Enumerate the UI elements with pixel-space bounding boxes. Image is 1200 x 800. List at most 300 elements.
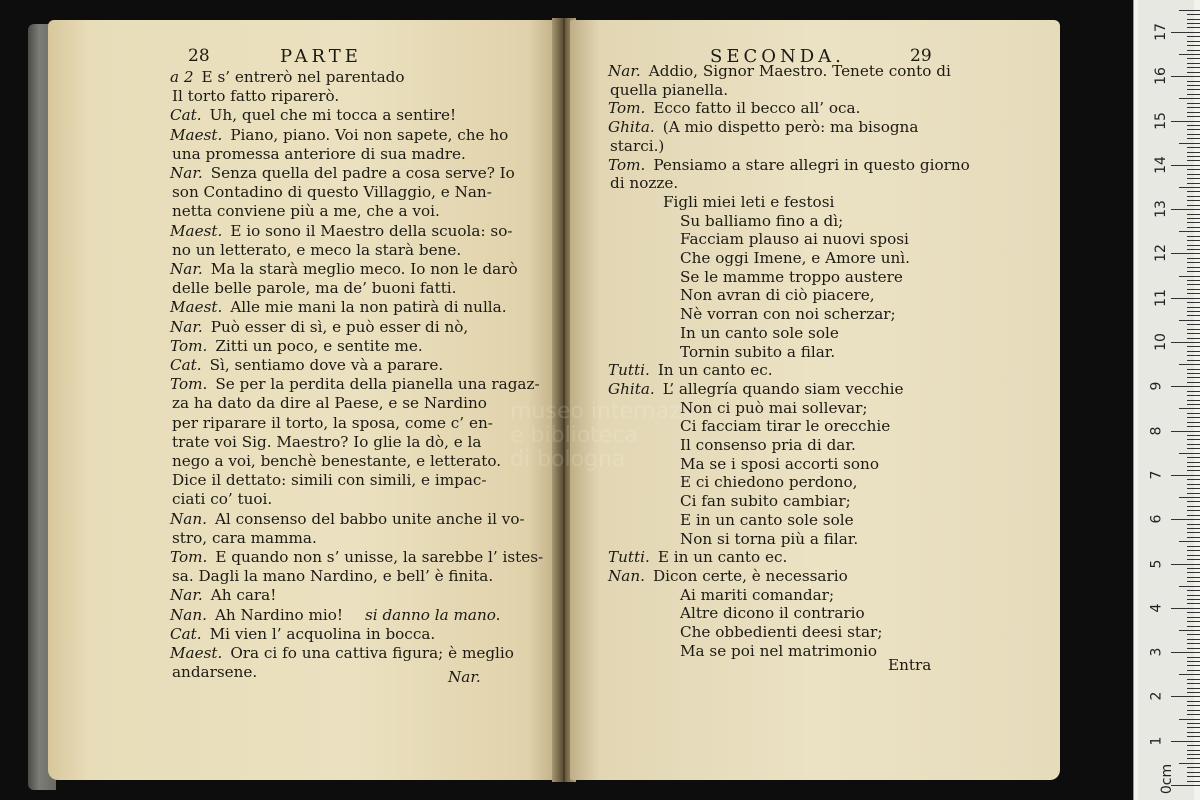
left-text-line xyxy=(172,202,440,220)
left-text-line xyxy=(170,298,507,316)
ruler-label: 3 xyxy=(1148,647,1165,657)
ruler-tick xyxy=(1187,688,1200,689)
ruler-tick xyxy=(1187,493,1200,494)
ruler-label: 11 xyxy=(1152,288,1169,307)
speaker-label: Maest. xyxy=(170,221,223,240)
ruler-tick xyxy=(1187,479,1200,480)
line-text: nego a voi, benchè benestante, e letterato. xyxy=(172,452,502,470)
line-text: Pensiamo a stare allegri in questo giorno xyxy=(653,155,970,174)
ruler-tick xyxy=(1187,670,1200,671)
ruler-tick xyxy=(1171,475,1200,476)
line-text: Se le mamme troppo austere xyxy=(680,267,903,286)
ruler-tick xyxy=(1171,431,1200,432)
ruler-tick xyxy=(1187,258,1200,259)
line-text: Addio, Signor Maestro. Tenete conto di xyxy=(648,62,951,80)
ruler-tick xyxy=(1187,572,1200,573)
ruler-tick xyxy=(1171,32,1200,33)
ruler-tick xyxy=(1187,222,1200,223)
line-text: Piano, piano. Voi non sapete, che ho xyxy=(230,125,509,144)
ruler-tick xyxy=(1187,125,1200,126)
ruler-tick xyxy=(1187,581,1200,582)
ruler-tick xyxy=(1187,58,1200,59)
speaker-label: Nan. xyxy=(170,605,207,624)
ruler-tick xyxy=(1187,692,1200,693)
ruler-tick xyxy=(1171,121,1200,122)
left-text-line xyxy=(170,318,468,336)
ruler-tick xyxy=(1187,156,1200,157)
ruler-tick xyxy=(1179,408,1200,409)
ruler-tick xyxy=(1179,276,1200,277)
speaker-label: Nar. xyxy=(170,260,203,278)
right-page-number: 29 xyxy=(910,46,932,66)
ruler-tick xyxy=(1187,661,1200,662)
left-text-line xyxy=(172,490,272,508)
ruler-tick xyxy=(1187,648,1200,649)
left-text-line xyxy=(170,164,515,182)
ruler-tick xyxy=(1171,209,1200,210)
left-text-line xyxy=(170,606,500,624)
line-text: Il consenso pria di dar. xyxy=(680,436,856,454)
ruler-tick xyxy=(1187,705,1200,706)
right-text-line xyxy=(680,212,843,230)
right-text-line xyxy=(680,492,851,510)
ruler-label: 16 xyxy=(1152,67,1169,86)
right-text-line xyxy=(680,530,858,548)
right-text-line xyxy=(680,436,856,454)
left-text-line xyxy=(172,279,457,297)
left-text-line xyxy=(170,337,423,355)
ruler-tick xyxy=(1187,249,1200,250)
ruler-tick xyxy=(1187,391,1200,392)
left-text-line xyxy=(170,222,512,240)
ruler-tick xyxy=(1187,400,1200,401)
ruler-tick xyxy=(1171,165,1200,166)
ruler-tick xyxy=(1187,612,1200,613)
ruler-tick xyxy=(1179,541,1200,542)
ruler-tick xyxy=(1187,767,1200,768)
left-text-line xyxy=(172,529,317,547)
ruler-tick xyxy=(1187,205,1200,206)
ruler-label: 2 xyxy=(1148,691,1165,701)
line-text: E s’ entrerò nel parentado xyxy=(201,68,405,86)
ruler-tick xyxy=(1187,537,1200,538)
ruler-label: 1 xyxy=(1148,736,1165,746)
ruler-tick xyxy=(1187,174,1200,175)
ruler-label: 14 xyxy=(1152,155,1169,174)
ruler-tick xyxy=(1187,546,1200,547)
ruler-tick xyxy=(1187,67,1200,68)
ruler-tick xyxy=(1187,360,1200,361)
line-text: di nozze. xyxy=(610,174,679,193)
ruler-tick xyxy=(1171,298,1200,299)
right-text-line xyxy=(680,604,865,622)
right-text-line xyxy=(608,567,848,585)
ruler-tick xyxy=(1187,736,1200,737)
line-text: E io sono il Maestro della scuola: so- xyxy=(230,221,513,240)
line-text: E ci chiedono perdono, xyxy=(680,473,858,492)
ruler-tick xyxy=(1187,311,1200,312)
ruler-tick xyxy=(1187,369,1200,370)
ruler-tick xyxy=(1187,515,1200,516)
ruler-tick xyxy=(1187,501,1200,502)
speaker-label: Ghita. xyxy=(608,118,655,137)
right-text-line xyxy=(680,230,909,248)
ruler-tick xyxy=(1187,63,1200,64)
line-text: Non avran di ciò piacere, xyxy=(680,286,875,305)
ruler-tick xyxy=(1187,422,1200,423)
ruler-tick xyxy=(1187,524,1200,525)
ruler-tick xyxy=(1187,772,1200,773)
left-catchword: Nar. xyxy=(448,668,481,686)
ruler-tick xyxy=(1171,342,1200,343)
line-text: netta conviene più a me, che a voi. xyxy=(172,202,440,221)
right-text-line xyxy=(608,380,904,398)
right-text-line xyxy=(680,249,910,267)
ruler-tick xyxy=(1179,453,1200,454)
ruler-tick xyxy=(1187,94,1200,95)
left-text-line xyxy=(172,394,487,412)
stage-direction: si danno la mano. xyxy=(364,605,501,624)
ruler-tick xyxy=(1187,200,1200,201)
ruler-tick xyxy=(1187,484,1200,485)
line-text: trate voi Sig. Maestro? Io glie la dò, e la xyxy=(172,432,482,451)
left-text-line xyxy=(172,663,257,681)
line-text: Ora ci fo una cattiva figura; è meglio xyxy=(230,644,514,662)
right-text-line xyxy=(663,193,834,211)
right-text-line xyxy=(608,548,787,566)
ruler-tick xyxy=(1187,152,1200,153)
right-text-line xyxy=(608,99,860,117)
left-text-line xyxy=(170,375,540,393)
ruler-tick xyxy=(1187,559,1200,560)
measurement-ruler xyxy=(1133,0,1200,800)
ruler-tick xyxy=(1179,231,1200,232)
left-text-line xyxy=(170,586,276,604)
ruler-tick xyxy=(1187,271,1200,272)
line-text: no un letterato, e meco la starà bene. xyxy=(172,240,462,259)
left-text-line xyxy=(172,452,501,470)
ruler-tick xyxy=(1179,674,1200,675)
ruler-tick xyxy=(1187,590,1200,591)
ruler-tick xyxy=(1171,564,1200,565)
ruler-tick xyxy=(1179,143,1200,144)
ruler-tick xyxy=(1187,107,1200,108)
speaker-label: Tom. xyxy=(608,155,646,174)
ruler-tick xyxy=(1187,382,1200,383)
ruler-tick xyxy=(1187,745,1200,746)
speaker-label: Cat. xyxy=(170,106,202,125)
ruler-tick xyxy=(1187,532,1200,533)
right-text-line xyxy=(680,324,839,342)
speaker-label: Tutti. xyxy=(608,361,650,380)
ruler-tick xyxy=(1171,741,1200,742)
ruler-tick xyxy=(1187,36,1200,37)
line-text: Se per la perdita della pianella una ragaz- xyxy=(215,375,540,394)
ruler-tick xyxy=(1171,253,1200,254)
ruler-tick xyxy=(1187,333,1200,334)
speaker-label: Cat. xyxy=(170,356,202,374)
ruler-tick xyxy=(1187,727,1200,728)
ruler-tick xyxy=(1187,754,1200,755)
line-text: Su balliamo fino a dì; xyxy=(680,211,844,230)
line-text: Al consenso del babbo unite anche il vo- xyxy=(214,509,525,528)
ruler-tick xyxy=(1187,116,1200,117)
ruler-tick xyxy=(1187,191,1200,192)
ruler-label: 13 xyxy=(1152,200,1169,219)
speaker-label: Tom. xyxy=(170,336,208,355)
left-text-line xyxy=(170,126,508,144)
ruler-tick xyxy=(1187,103,1200,104)
line-text: una promessa anteriore di sua madre. xyxy=(172,144,466,163)
ruler-tick xyxy=(1187,657,1200,658)
ruler-tick xyxy=(1187,23,1200,24)
ruler-tick xyxy=(1187,338,1200,339)
ruler-tick xyxy=(1187,528,1200,529)
line-text: E in un canto sole sole xyxy=(680,510,854,529)
ruler-tick xyxy=(1187,643,1200,644)
ruler-label: 4 xyxy=(1148,603,1165,613)
right-text-line xyxy=(680,473,857,491)
ruler-tick xyxy=(1187,435,1200,436)
ruler-tick xyxy=(1179,763,1200,764)
line-text: Dicon certe, è necessario xyxy=(652,566,848,585)
ruler-tick xyxy=(1187,346,1200,347)
line-text: Nè vorran con noi scherzar; xyxy=(680,305,896,324)
ruler-label: 6 xyxy=(1148,514,1165,524)
ruler-tick xyxy=(1187,377,1200,378)
left-text-line xyxy=(170,68,405,86)
ruler-tick xyxy=(1187,41,1200,42)
left-text-line xyxy=(172,87,339,105)
left-text-line xyxy=(172,471,487,489)
line-text: Ma se poi nel matrimonio xyxy=(680,641,878,660)
speaker-label: Nan. xyxy=(170,509,207,528)
ruler-tick xyxy=(1187,639,1200,640)
right-text-line xyxy=(610,81,728,99)
left-text-line xyxy=(172,241,461,259)
ruler-tick xyxy=(1187,351,1200,352)
speaker-label: Maest. xyxy=(170,644,223,662)
right-text-line xyxy=(680,399,868,417)
left-running-header: PARTE xyxy=(280,46,362,67)
ruler-tick xyxy=(1187,395,1200,396)
ruler-tick xyxy=(1187,617,1200,618)
ruler-tick xyxy=(1187,14,1200,15)
ruler-tick xyxy=(1187,147,1200,148)
line-text: stro, cara mamma. xyxy=(172,528,317,547)
line-text: Ecco fatto il becco all’ oca. xyxy=(653,99,861,118)
line-text: starci.) xyxy=(610,136,665,155)
line-text: per riparare il torto, la sposa, come c’ en- xyxy=(172,413,493,432)
line-text: Ah Nardino mio! xyxy=(214,605,343,624)
speaker-label: Maest. xyxy=(170,125,223,144)
ruler-tick xyxy=(1187,302,1200,303)
ruler-tick xyxy=(1187,723,1200,724)
ruler-tick xyxy=(1179,54,1200,55)
right-text-line xyxy=(680,642,877,660)
line-text: Che obbedienti deesi star; xyxy=(680,623,883,641)
ruler-tick xyxy=(1187,750,1200,751)
ruler-tick xyxy=(1187,417,1200,418)
ruler-tick xyxy=(1179,98,1200,99)
line-text: quella pianella. xyxy=(610,80,729,99)
right-text-line xyxy=(680,286,875,304)
left-text-line xyxy=(172,145,466,163)
ruler-tick xyxy=(1171,386,1200,387)
ruler-tick xyxy=(1187,444,1200,445)
ruler-tick xyxy=(1187,214,1200,215)
right-text-line xyxy=(608,361,773,379)
speaker-label: Tom. xyxy=(608,99,646,118)
ruler-tick xyxy=(1187,81,1200,82)
line-text: Zitti un poco, e sentite me. xyxy=(215,336,423,355)
ruler-tick xyxy=(1187,160,1200,161)
ruler-tick xyxy=(1187,665,1200,666)
line-text: Dice il dettato: simili con simili, e impac- xyxy=(172,471,487,490)
ruler-tick xyxy=(1171,785,1200,786)
line-text: ciati co’ tuoi. xyxy=(172,490,273,509)
left-text-line xyxy=(172,433,481,451)
right-text-line xyxy=(608,156,970,174)
ruler-tick xyxy=(1187,413,1200,414)
ruler-tick xyxy=(1187,236,1200,237)
right-text-line xyxy=(608,118,918,136)
ruler-label: 17 xyxy=(1152,22,1169,41)
left-page xyxy=(48,20,558,780)
ruler-tick xyxy=(1179,320,1200,321)
ruler-tick xyxy=(1187,555,1200,556)
ruler-tick xyxy=(1187,307,1200,308)
ruler-tick xyxy=(1187,280,1200,281)
ruler-tick xyxy=(1187,50,1200,51)
line-text: Mi vien l’ acquolina in bocca. xyxy=(209,624,436,643)
line-text: Può esser di sì, e può esser di nò, xyxy=(210,317,469,336)
left-text-line xyxy=(170,644,514,662)
line-text: delle belle parole, ma de’ buoni fatti. xyxy=(172,279,457,298)
ruler-tick xyxy=(1179,10,1200,11)
ruler-tick xyxy=(1171,696,1200,697)
line-text: E in un canto ec. xyxy=(657,548,788,567)
ruler-tick xyxy=(1187,240,1200,241)
ruler-tick xyxy=(1187,679,1200,680)
ruler-label: 9 xyxy=(1148,381,1165,391)
left-text-line xyxy=(170,510,525,528)
ruler-tick xyxy=(1187,218,1200,219)
line-text: Ah cara! xyxy=(210,586,277,605)
ruler-tick xyxy=(1187,262,1200,263)
ruler-tick xyxy=(1187,267,1200,268)
speaker-label: Nar. xyxy=(170,317,203,336)
ruler-tick xyxy=(1179,719,1200,720)
speaker-label: Tom. xyxy=(170,548,208,566)
right-text-line xyxy=(680,268,903,286)
ruler-tick xyxy=(1187,510,1200,511)
line-text: andarsene. xyxy=(172,663,258,682)
speaker-label: a 2 xyxy=(170,68,194,86)
speaker-label: Tutti. xyxy=(608,548,650,567)
ruler-tick xyxy=(1187,732,1200,733)
ruler-tick xyxy=(1187,701,1200,702)
ruler-tick xyxy=(1171,652,1200,653)
ruler-tick xyxy=(1187,710,1200,711)
speaker-label: Nar. xyxy=(170,164,203,182)
line-text: Ci facciam tirar le orecchie xyxy=(680,417,891,436)
ruler-unit-label: 0cm xyxy=(1159,763,1176,795)
line-text: za ha dato da dire al Paese, e se Nardino xyxy=(172,394,487,413)
line-text: Tornin subito a filar. xyxy=(680,342,836,361)
line-text: Altre dicono il contrario xyxy=(680,604,865,623)
right-running-header: SECONDA. xyxy=(710,46,845,67)
line-text: Ma se i sposi accorti sono xyxy=(680,454,879,473)
ruler-tick xyxy=(1187,183,1200,184)
right-text-line xyxy=(610,174,678,192)
ruler-tick xyxy=(1179,630,1200,631)
ruler-tick xyxy=(1187,462,1200,463)
ruler-tick xyxy=(1187,426,1200,427)
line-text: In un canto sole sole xyxy=(680,323,839,342)
line-text: Non si torna più a filar. xyxy=(680,529,859,548)
speaker-label: Nar. xyxy=(170,586,203,605)
line-text: In un canto ec. xyxy=(657,361,773,380)
ruler-label: 15 xyxy=(1152,111,1169,130)
speaker-label: Ghita. xyxy=(608,379,655,398)
speaker-label: Maest. xyxy=(170,298,223,317)
line-text: (A mio dispetto però: ma bisogna xyxy=(662,118,919,137)
ruler-tick xyxy=(1187,324,1200,325)
ruler-tick xyxy=(1187,315,1200,316)
ruler-tick xyxy=(1171,608,1200,609)
ruler-tick xyxy=(1187,439,1200,440)
right-text-line xyxy=(680,586,834,604)
ruler-tick xyxy=(1187,603,1200,604)
ruler-tick xyxy=(1187,138,1200,139)
ruler-tick xyxy=(1187,599,1200,600)
ruler-tick xyxy=(1187,245,1200,246)
ruler-tick xyxy=(1179,586,1200,587)
left-text-line xyxy=(172,183,492,201)
ruler-tick xyxy=(1187,634,1200,635)
ruler-label: 8 xyxy=(1148,426,1165,436)
right-page xyxy=(570,20,1060,780)
speaker-label: Nar. xyxy=(608,62,641,80)
ruler-tick xyxy=(1187,626,1200,627)
ruler-tick xyxy=(1187,595,1200,596)
line-text: sa. Dagli la mano Nardino, e bell’ è finita. xyxy=(172,567,494,586)
left-text-line xyxy=(172,567,493,585)
line-text: Senza quella del padre a cosa serve? Io xyxy=(210,164,515,182)
ruler-tick xyxy=(1187,758,1200,759)
ruler-label: 7 xyxy=(1148,470,1165,480)
line-text: L’ allegría quando siam vecchie xyxy=(662,379,904,398)
line-text: Ma la starà meglio meco. Io non le darò xyxy=(210,260,518,278)
ruler-tick xyxy=(1187,178,1200,179)
ruler-tick xyxy=(1187,550,1200,551)
ruler-tick xyxy=(1187,776,1200,777)
ruler-tick xyxy=(1179,497,1200,498)
ruler-tick xyxy=(1187,284,1200,285)
right-text-line xyxy=(680,455,879,473)
ruler-tick xyxy=(1187,373,1200,374)
speaker-label: Nan. xyxy=(608,566,645,585)
line-text: Figli miei leti e festosi xyxy=(663,192,835,211)
line-text: son Contadino di questo Villaggio, e Nan- xyxy=(172,183,492,202)
line-text: Non ci può mai sollevar; xyxy=(680,398,868,417)
line-text: E quando non s’ unisse, la sarebbe l’ istes- xyxy=(215,548,544,566)
left-page-number: 28 xyxy=(188,46,210,66)
ruler-tick xyxy=(1187,781,1200,782)
ruler-tick xyxy=(1187,568,1200,569)
right-text-line xyxy=(610,137,664,155)
